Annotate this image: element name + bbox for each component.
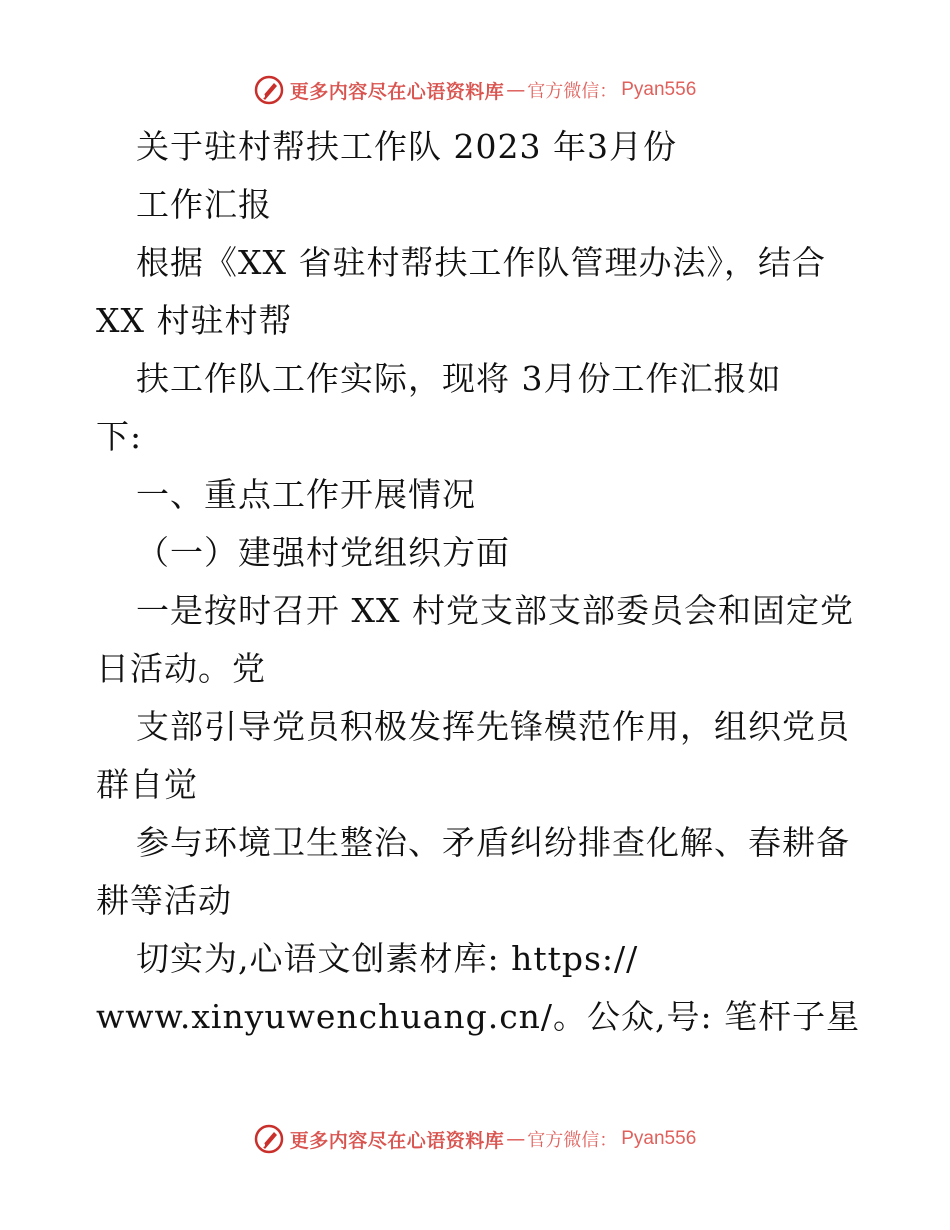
- paragraph-line: 参与环境卫生整治、矛盾纠纷排查化解、春耕备: [136, 823, 850, 862]
- watermark-wechat-id: Pyan556: [621, 79, 697, 100]
- watermark-wechat-label: 官方微信：: [527, 81, 618, 102]
- paragraph-line: XX 村驻村帮: [96, 301, 293, 340]
- watermark-wechat-label: 官方微信：: [527, 1130, 618, 1151]
- document-title-line-1: 关于驻村帮扶工作队 2023 年3月份: [136, 127, 677, 166]
- paragraph-line: 耕等活动: [96, 881, 232, 920]
- section-heading: 一、重点工作开展情况: [136, 475, 476, 514]
- paragraph-line: 支部引导党员积极发挥先锋模范作用，组织党员: [136, 707, 850, 746]
- watermark-wechat-id: Pyan556: [621, 1128, 697, 1149]
- paragraph-line: 日活动。党: [96, 649, 266, 688]
- paragraph-line: 下:: [96, 417, 143, 456]
- document-title-line-2: 工作汇报: [136, 185, 272, 224]
- pen-logo-icon: [254, 1124, 284, 1154]
- pen-logo-icon: [254, 75, 284, 105]
- paragraph-line: 根据《XX 省驻村帮扶工作队管理办法》，结合: [136, 243, 826, 282]
- paragraph-line: www.xinyuwenchuang.cn/。公众,号: 笔杆子星: [96, 997, 861, 1036]
- watermark-separator: —: [506, 1128, 526, 1150]
- paragraph-line: 扶工作队工作实际，现将 3月份工作汇报如: [136, 359, 782, 398]
- paragraph-line: 群自觉: [96, 765, 198, 804]
- footer-watermark: [0, 1121, 950, 1157]
- paragraph-line: 切实为,心语文创素材库: https://: [136, 939, 639, 978]
- subsection-heading: （一）建强村党组织方面: [136, 533, 510, 572]
- watermark-main-text: 更多内容尽在心语资料库: [289, 1129, 505, 1152]
- header-watermark: [0, 72, 950, 108]
- paragraph-line: 一是按时召开 XX 村党支部支部委员会和固定党: [136, 591, 854, 630]
- document-body: [96, 118, 896, 1046]
- watermark-main-text: 更多内容尽在心语资料库: [289, 80, 505, 103]
- watermark-separator: —: [506, 79, 526, 101]
